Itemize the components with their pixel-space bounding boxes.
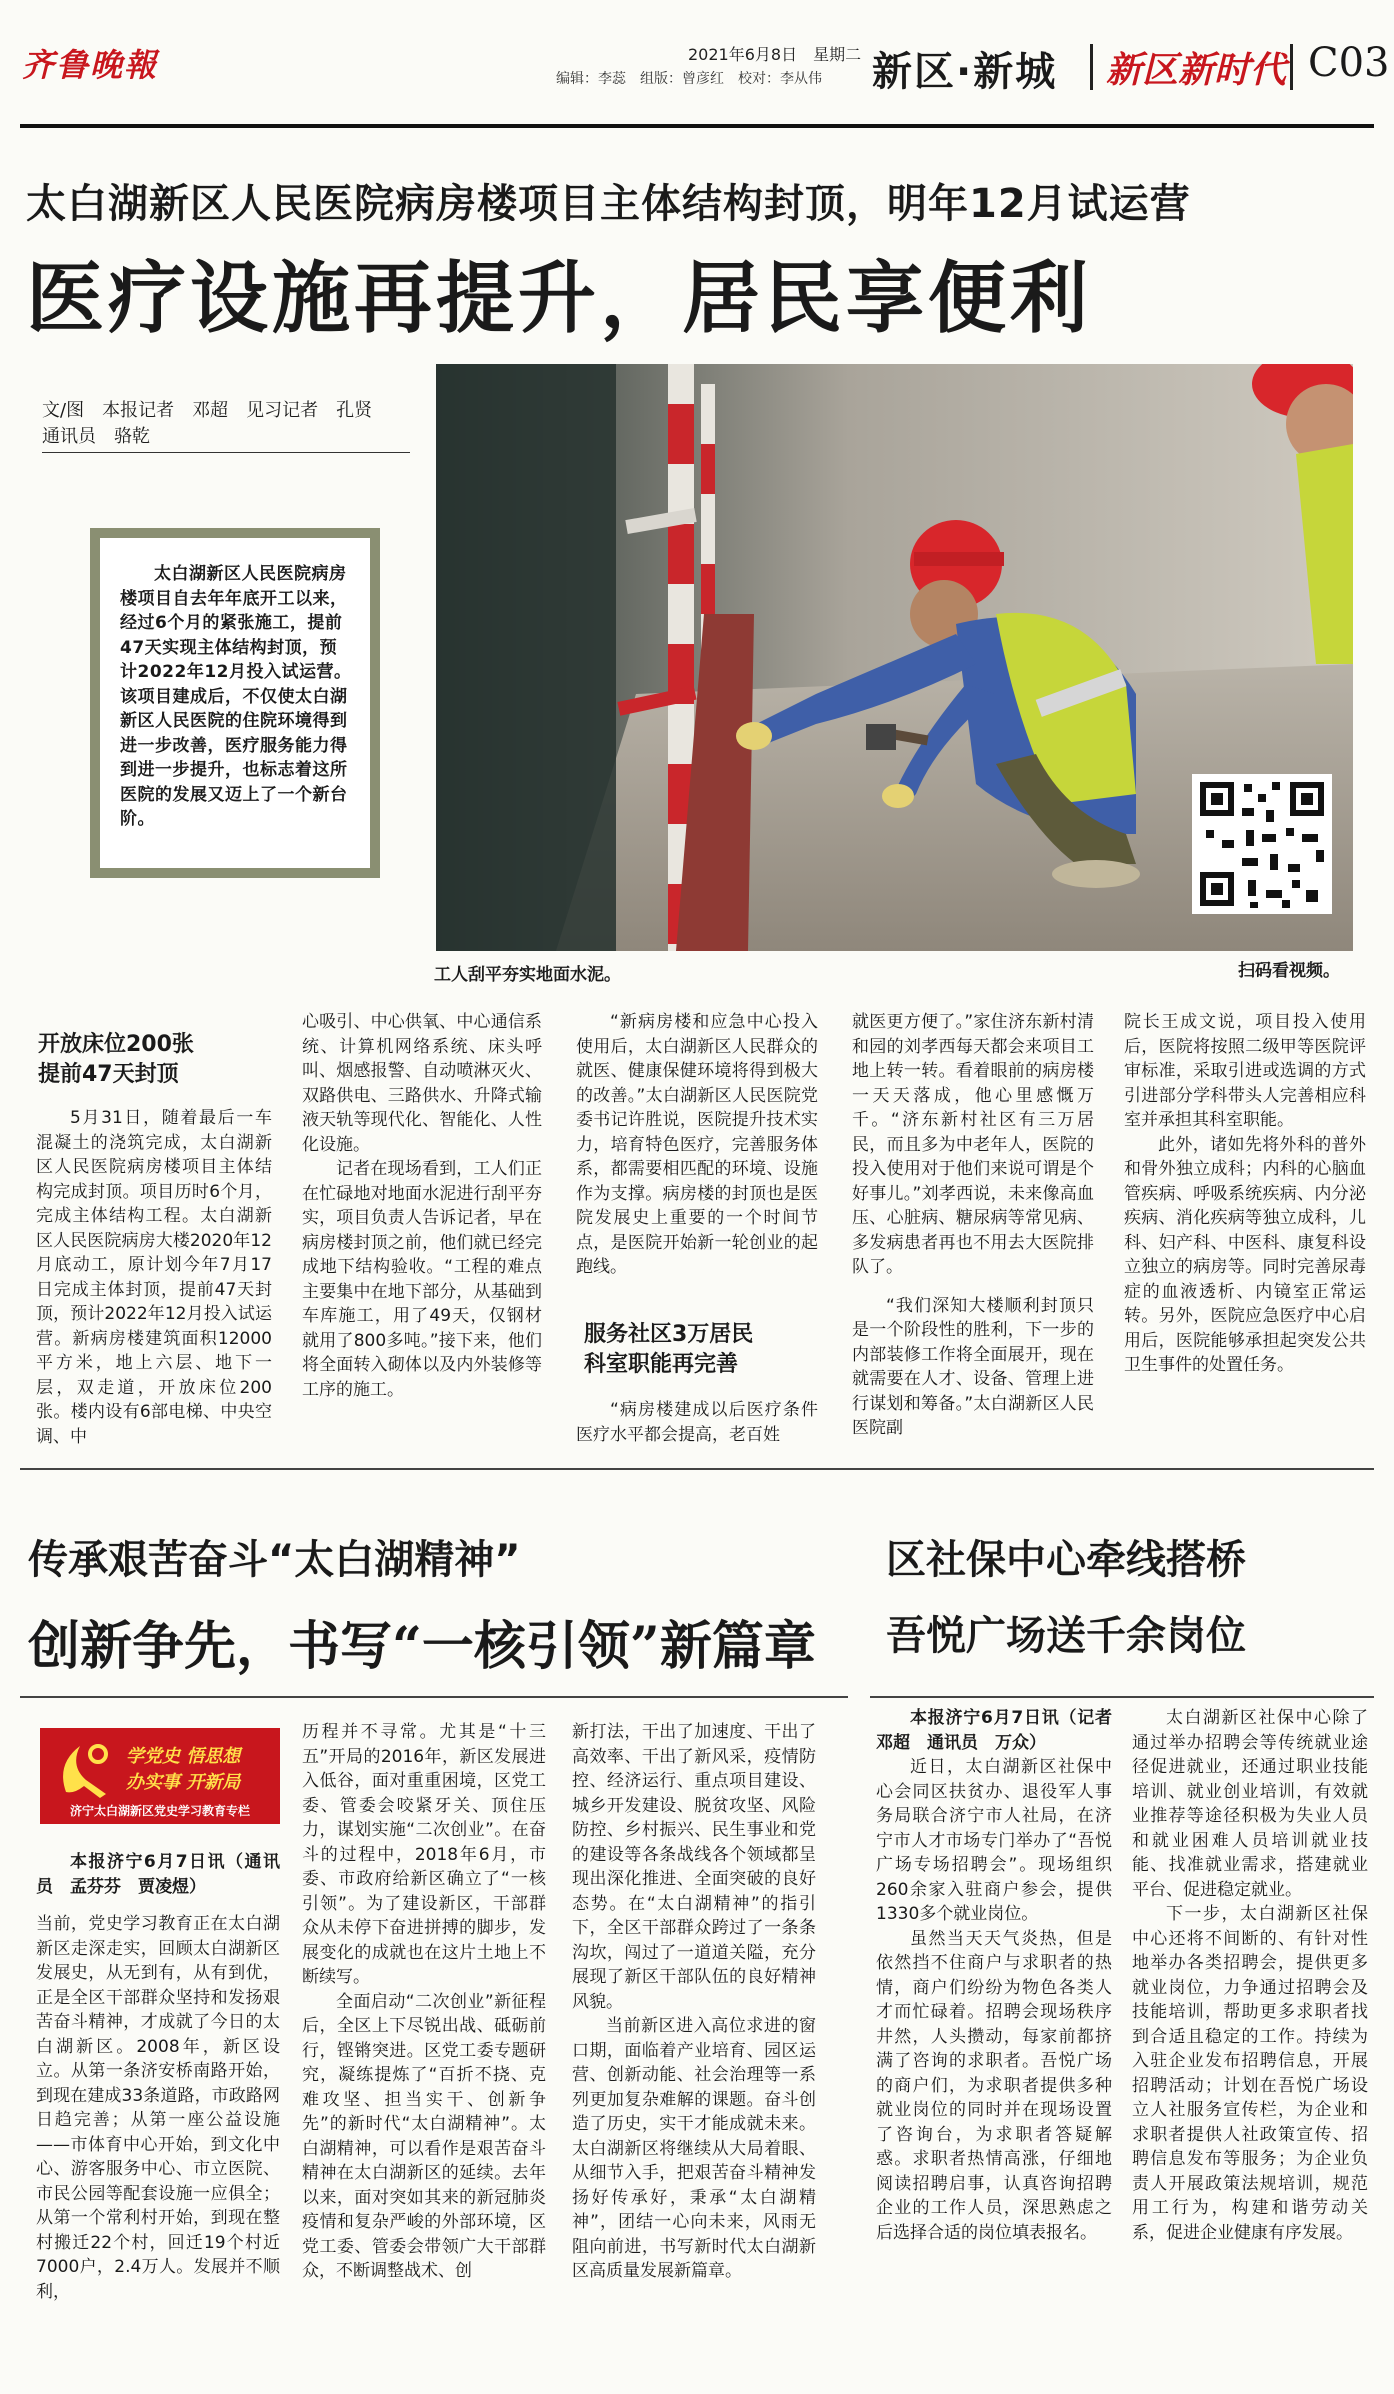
article1-column-2 xyxy=(302,1010,542,1402)
paragraph: 就医更方便了。”家住济东新村清和园的刘孝西每天都会来项目工地上转一转。看着眼前的病房楼一天天落成，他心里感慨万千。“济东新村社区有三万居民，而且多为中老年人，医院的投入使用对于他们来说可谓是个好事儿。”刘孝西说，未来像高血压、心脏病、糖尿病等常见病、多发病患者再也不用去大医院排队了。 xyxy=(852,1012,1094,1277)
byline-line: 文/图 本报记者 邓超 见习记者 孔贤 xyxy=(42,400,373,421)
paragraph: 新打法，干出了加速度、干出了高效率、干出了新风采，疫情防控、经济运行、重点项目建设、城乡开发建设、脱贫攻坚、风险防控、乡村振兴、民生事业和党的建设等各条战线各个领域都呈现出深化推进、全面突破的良好态势。在“太白湖精神”的指引下，全区干部群众跨过了一条条沟坎，闯过了一道道关隘，充分展现了新区干部队伍的良好精神风貌。 xyxy=(572,1722,816,2012)
article3-column-2 xyxy=(1132,1706,1368,2245)
section-name: 新区·新城 xyxy=(872,49,1058,95)
article1-column-5 xyxy=(1124,1010,1366,1378)
paragraph: 下一步，太白湖新区社保中心还将不间断的、有针对性地举办各类招聘会，提供更多就业岗位，力争通过招聘会及技能培训，帮助更多求职者找到合适且稳定的工作。持续为入驻企业发布招聘信息，开展招聘活动；计划在吾悦广场设立人社服务宣传栏，为企业和求职者提供人社政策宣传、招聘信息发布等服务；为企业负责人开展政策法规培训，规范用工行为，构建和谐劳动关系，促进企业健康有序发展。 xyxy=(1132,1904,1368,2243)
construction-photo xyxy=(436,364,1353,951)
article1-subtitle: 太白湖新区人民医院病房楼项目主体结构封顶，明年12月试运营 xyxy=(26,181,1191,227)
photo-caption: 工人刮平夯实地面水泥。 xyxy=(434,965,621,985)
page-number: C03 xyxy=(1308,40,1390,86)
article1-subhead-2: 服务社区3万居民 科室职能再完善 xyxy=(584,1322,754,1377)
paragraph: 当前新区进入高位求进的窗口期，面临着产业培育、园区运营、创新动能、社会治理等一系列更加复杂难解的课题。奋斗创造了历史，实干才能成就未来。太白湖新区将继续从大局着眼、从细节入手，把艰苦奋斗精神发扬好传承好，秉承“太白湖精神”，团结一心向未来，风雨无阻向前进，书写新时代太白湖新区高质量发展新篇章。 xyxy=(572,2016,816,2281)
badge-line: 办实事 开新局 xyxy=(126,1772,241,1793)
paragraph: 5月31日，随着最后一车混凝土的浇筑完成，太白湖新区人民医院病房楼项目主体结构完成封顶。项目历时6个月，完成主体结构工程。太白湖新区人民医院病房大楼2020年12月底动工，原计划今年7月17日完成主体封顶，提前47天封顶，预计2022年12月投入试运营。新病房楼建筑面积12000平方米，地上六层、地下一层，双走道，开放床位200张。楼内设有6部电梯、中央空调、中 xyxy=(36,1108,272,1447)
paragraph: 此外，诸如先将外科的普外和骨外独立成科；内科的心脑血管疾病、呼吸系统疾病、内分泌疾病、消化疾病等独立成科，儿科、妇产科、中医科、康复科设立独立的病房等。同时完善尿毒症的血液透析、内镜室正常运转。另外，医院应急医疗中心启用后，医院能够承担起突发公共卫生事件的处置任务。 xyxy=(1124,1134,1366,1375)
construction-photo-illustration xyxy=(436,364,1353,951)
article2-title-1: 传承艰苦奋斗“太白湖精神” xyxy=(28,1537,521,1583)
byline-text: 本报济宁6月7日讯（通讯员 孟芬芬 贾凌煜） xyxy=(36,1852,280,1897)
header-divider xyxy=(1090,44,1093,90)
article1-byline xyxy=(42,398,422,450)
summary-text: 太白湖新区人民医院病房楼项目自去年年底开工以来，经过6个月的紧张施工，提前47天实现主体结构封顶，预计2022年12月投入试运营。该项目建成后，不仅使太白湖新区人民医院的住院环境得到进一步改善，医疗服务能力得到进一步提升，也标志着这所医院的发展又迈上了一个新台阶。 xyxy=(100,538,370,868)
paragraph: “新病房楼和应急中心投入使用后，太白湖新区人民群众的就医、健康保健环境将得到极大的改善。”太白湖新区人民医院党委书记许胜说，医院提升技术实力，培育特色医疗，完善服务体系，都需要相匹配的环境、设施作为支撑。病房楼的封顶也是医院发展史上重要的一个时间节点，是医院开始新一轮创业的起跑线。 xyxy=(576,1012,818,1277)
byline-line: 通讯员 骆乾 xyxy=(42,426,150,447)
paragraph: 近日，太白湖新区社保中心会同区扶贫办、退役军人事务局联合济宁市人社局，在济宁市人才市场专门举办了“吾悦广场专场招聘会”。现场组织260余家入驻商户参会，提供1330多个就业岗位。 xyxy=(876,1757,1112,1924)
article1-column-3b xyxy=(576,1398,818,1447)
newspaper-logo: 齐鲁晚報 xyxy=(22,46,159,84)
article1-title: 医疗设施再提升，居民享便利 xyxy=(26,253,1093,344)
editor-credits: 编辑：李蕊 组版：曾彦红 校对：李从伟 xyxy=(556,71,822,87)
article2-column-1 xyxy=(36,1912,280,2304)
paragraph: 虽然当天天气炎热，但是依然挡不住商户与求职者的热情，商户们纷纷为物色各类人才而忙碌着。招聘会现场秩序井然，人头攒动，每家前都挤满了咨询的求职者。吾悦广场的商户们，为求职者提供多种就业岗位的同时并在现场设置了咨询台，为求职者答疑解惑。求职者热情高涨，仔细地阅读招聘启事，认真咨询招聘企业的工作人员，深思熟虑之后选择合适的岗位填表报名。 xyxy=(876,1928,1112,2243)
paragraph: 太白湖新区社保中心除了通过举办招聘会等传统就业途径促进就业，还通过职业技能培训、就业创业培训，有效就业推荐等途径积极为失业人员和就业困难人员培训就业技能、找准就业需求，搭建就业平台、促进稳定就业。 xyxy=(1132,1708,1368,1900)
issue-date: 2021年6月8日 星期二 xyxy=(688,45,862,64)
paragraph: 院长王成文说，项目投入使用后，医院将按照二级甲等医院评审标准，采取引进或选调的方式引进部分学科带头人完善相应科室并承担其科室职能。 xyxy=(1124,1012,1366,1130)
section-divider xyxy=(20,1468,1374,1470)
paragraph: 历程并不寻常。尤其是“十三五”开局的2016年，新区发展进入低谷，面对重重困境，区党工委、管委会咬紧牙关、顶住压力，谋划实施“二次创业”。在奋斗的过程中，2018年6月，市委、市政府给新区确立了“一核引领”。为了建设新区，干部群众从未停下奋进拼搏的脚步，发展变化的成就也在这片土地上不断续写。 xyxy=(302,1722,546,1987)
paragraph: 记者在现场看到，工人们正在忙碌地对地面水泥进行刮平夯实，项目负责人告诉记者，早在病房楼封顶之前，他们就已经完成地下结构验收。“工程的难点主要集中在地下部分，从基础到车库施工，用了49天，仅钢材就用了800多吨。”接下来，他们将全面转入砌体以及内外装修等工序的施工。 xyxy=(302,1159,542,1400)
paragraph: 全面启动“二次创业”新征程后，全区上下尽锐出战、砥砺前行，铿锵突进。区党工委专题研究，凝练提炼了“百折不挠、克难攻坚、担当实干、创新争先”的新时代“太白湖精神”。太白湖精神，可以看作是艰苦奋斗精神在太白湖新区的延续。去年以来，面对突如其来的新冠肺炎疫情和复杂严峻的外部环境，区党工委、管委会带领广大干部群众，不断调整战术、创 xyxy=(302,1991,546,2281)
article3-rule xyxy=(870,1696,1374,1698)
byline-text: 本报济宁6月7日讯（记者 邓超 通讯员 万众） xyxy=(876,1708,1129,1753)
header-divider xyxy=(1290,44,1293,90)
article1-column-3 xyxy=(576,1010,818,1280)
byline-rule xyxy=(42,452,410,453)
article2-column-2 xyxy=(302,1720,546,2284)
article2-byline xyxy=(36,1850,280,1899)
paragraph: 当前，党史学习教育正在太白湖新区走深走实，回顾太白湖新区发展史，从无到有，从有到优，正是全区干部群众坚持和发扬艰苦奋斗精神，才成就了今日的太白湖新区。2008年，新区设立。从第一条济安桥南路开始，到现在建成33条道路，市政路网日趋完善；从第一座公益设施——市体育中心开始，到文化中心、游客服务中心、市立医院、市民公园等配套设施一应俱全；从第一个常利村开始，到现在整村搬迁22个村，回迁19个村近7000户，2.4万人。发展并不顺利， xyxy=(36,1914,280,2302)
article1-column-1 xyxy=(36,1106,272,1449)
article3-title-2: 吾悦广场送千余岗位 xyxy=(886,1613,1246,1659)
article3-column-1 xyxy=(876,1706,1129,2245)
qr-caption: 扫码看视频。 xyxy=(1238,961,1340,981)
badge-line: 学党史 悟思想 xyxy=(126,1746,241,1767)
paragraph: “我们深知大楼顺利封顶只是一个阶段性的胜利，下一步的内部装修工作将全面展开，现在就需要在人才、设备、管理上进行谋划和筹备。”太白湖新区人民医院副 xyxy=(852,1295,1094,1438)
paragraph: “病房楼建成以后医疗条件医疗水平都会提高，老百姓 xyxy=(576,1400,818,1445)
party-emblem-icon xyxy=(46,1734,126,1804)
article1-column-4 xyxy=(852,1010,1094,1441)
badge-caption: 济宁太白湖新区党史学习教育专栏 xyxy=(69,1804,250,1818)
article3-title-1: 区社保中心牵线搭桥 xyxy=(886,1537,1246,1583)
paragraph: 心吸引、中心供氧、中心通信系统、计算机网络系统、床头呼叫、烟感报警、自动喷淋灭火、双路供电、三路供水、升降式输液天轨等现代化、智能化、人性化设施。 xyxy=(302,1012,542,1155)
masthead-rule xyxy=(20,124,1374,128)
party-history-badge xyxy=(40,1728,280,1824)
article1-subhead-1: 开放床位200张 提前47天封顶 xyxy=(38,1032,194,1087)
section-slogan: 新区新时代 xyxy=(1106,49,1287,91)
article2-title-2: 创新争先，书写“一核引领”新篇章 xyxy=(28,1616,816,1677)
summary-box xyxy=(90,528,380,878)
article2-rule xyxy=(20,1696,848,1698)
article2-column-3 xyxy=(572,1720,816,2284)
